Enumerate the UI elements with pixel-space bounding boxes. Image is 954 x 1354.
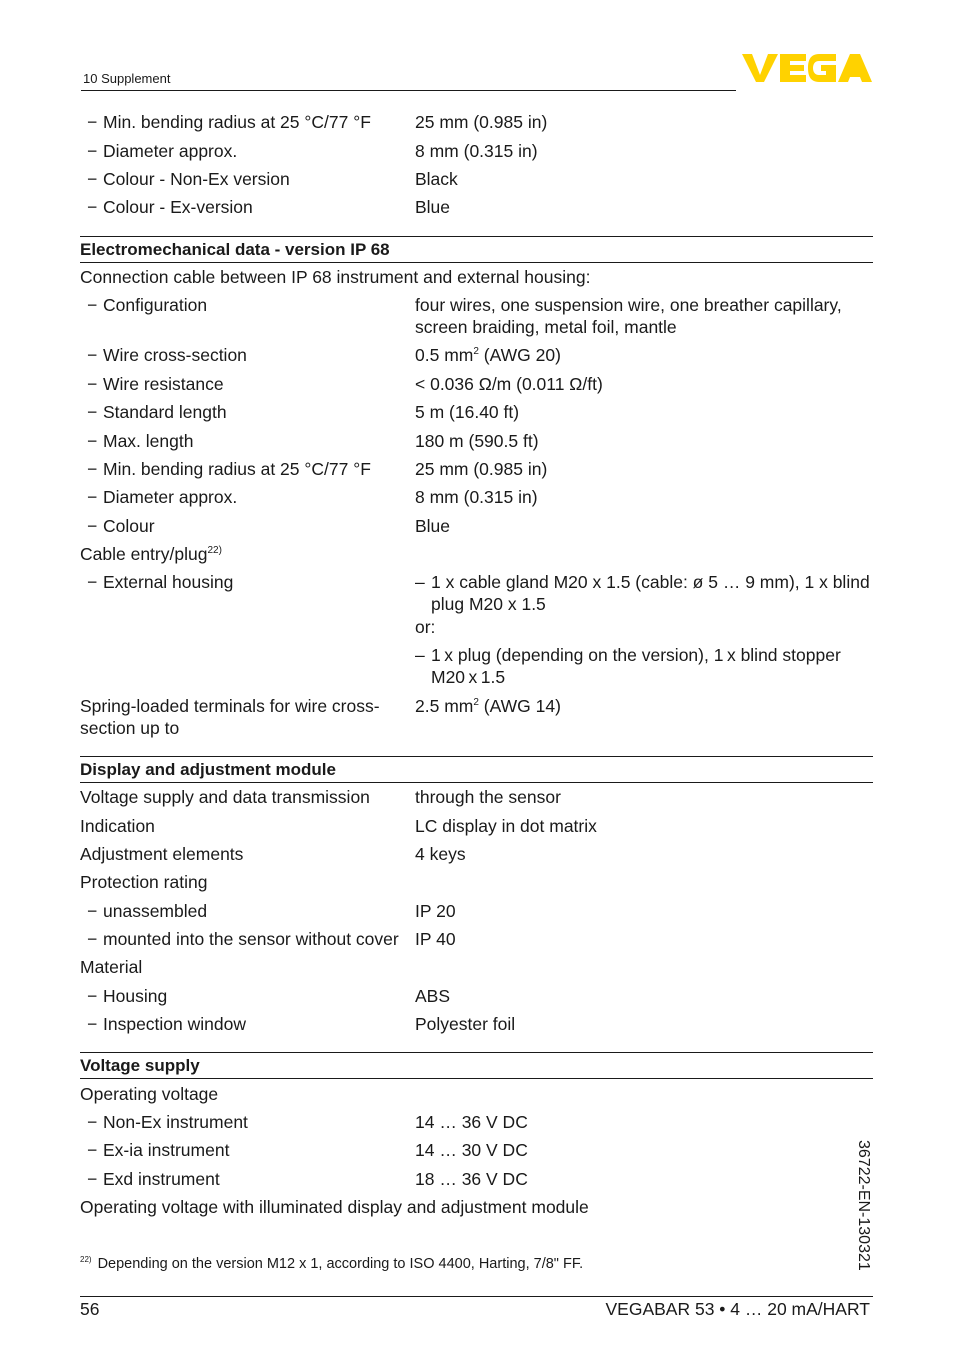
section-label: 10 Supplement: [83, 71, 171, 86]
spec-row: − Max. length 180 m (590.5 ft): [87, 430, 539, 451]
spec-row: − Colour - Ex-version Blue: [87, 197, 451, 218]
spec-row: Operating voltage with illuminated display and adjustment module: [80, 1197, 589, 1218]
spec-row: Protection rating: [80, 872, 208, 893]
spec-row: Material: [80, 957, 143, 978]
spec-content: [80, 108, 873, 1221]
footnote-ref: 22): [207, 545, 222, 557]
spec-row: − Min. bending radius at 25 °C/77 °F 25 mm (0.985 in): [87, 458, 548, 479]
spec-row: − Configuration four wires, one suspension wire, one breather capillary, screen braiding, metal foil, mantle: [87, 295, 842, 338]
section-heading-display: Display and adjustment module: [80, 756, 873, 783]
page-number: 56: [80, 1299, 100, 1319]
logo-wordmark: VEGA: [742, 52, 745, 53]
section-heading-electromech: Electromechanical data - version IP 68: [80, 236, 873, 263]
spec-row: Spring-loaded terminals for wire cross-section up to 2.5 $mm^2$ (AWG 14): [80, 695, 561, 738]
spec-row: − Ex-ia instrument 14 … 30 V DC: [87, 1140, 528, 1161]
spec-row: − External housing – 1 x cable gland M20 x 1.5 (cable: ø 5 … 9 mm), 1 x blind plug M20 x 1.5 or: – 1 x plug (depending on the version), 1 x blind stopper M20 x 1.5: [87, 572, 870, 688]
spec-row: Voltage supply and data transmission through the sensor: [80, 787, 561, 808]
spec-row: − Colour - Non-Ex version Black: [87, 168, 458, 189]
intro-row: Connection cable between IP 68 instrument and external housing:: [80, 266, 591, 287]
footnote: $^{22)}$ Depending on the version M12 x 1, according to ISO 4400, Harting, 7/8" FF.: [80, 1255, 584, 1272]
spec-row: − Standard length 5 m (16.40 ft): [87, 402, 520, 423]
header-rule: [81, 90, 736, 91]
product-name: VEGABAR 53 • 4 … 20 mA/HART: [605, 1299, 870, 1319]
spec-row: − Wire cross-section 0.5 $mm^2$ (AWG 20): [87, 345, 561, 366]
spec-row: − Min. bending radius at 25 °C/77 °F 25 mm (0.985 in): [87, 112, 548, 133]
spec-row: Indication LC display in dot matrix: [80, 815, 597, 836]
spec-row: − Exd instrument 18 … 36 V DC: [87, 1168, 528, 1189]
document-code: 36722-EN-130321: [855, 1140, 872, 1271]
spec-row: − Non-Ex instrument 14 … 36 V DC: [87, 1111, 528, 1132]
spec-row: − Wire resistance < 0.036 Ω/m (0.011 Ω/ft): [87, 373, 603, 394]
spec-row: − Diameter approx. 8 mm (0.315 in): [87, 140, 538, 161]
section-heading-voltage: Voltage supply: [80, 1052, 873, 1079]
spec-row: − Inspection window Polyester foil: [87, 1014, 516, 1035]
vega-logo: [742, 52, 872, 84]
spec-row: − Housing ABS: [87, 985, 451, 1006]
footer-rule: [80, 1296, 873, 1297]
spec-row: − unassembled IP 20: [87, 900, 456, 921]
spec-row: − mounted into the sensor without cover IP 40: [87, 929, 456, 950]
spec-row: Cable entry/plug$^{22)}$: [80, 544, 222, 565]
spec-row: − Colour Blue: [87, 515, 451, 536]
spec-row: − Diameter approx. 8 mm (0.315 in): [87, 487, 538, 508]
spec-row: Adjustment elements 4 keys: [80, 843, 466, 864]
spec-row: Operating voltage: [80, 1083, 219, 1104]
